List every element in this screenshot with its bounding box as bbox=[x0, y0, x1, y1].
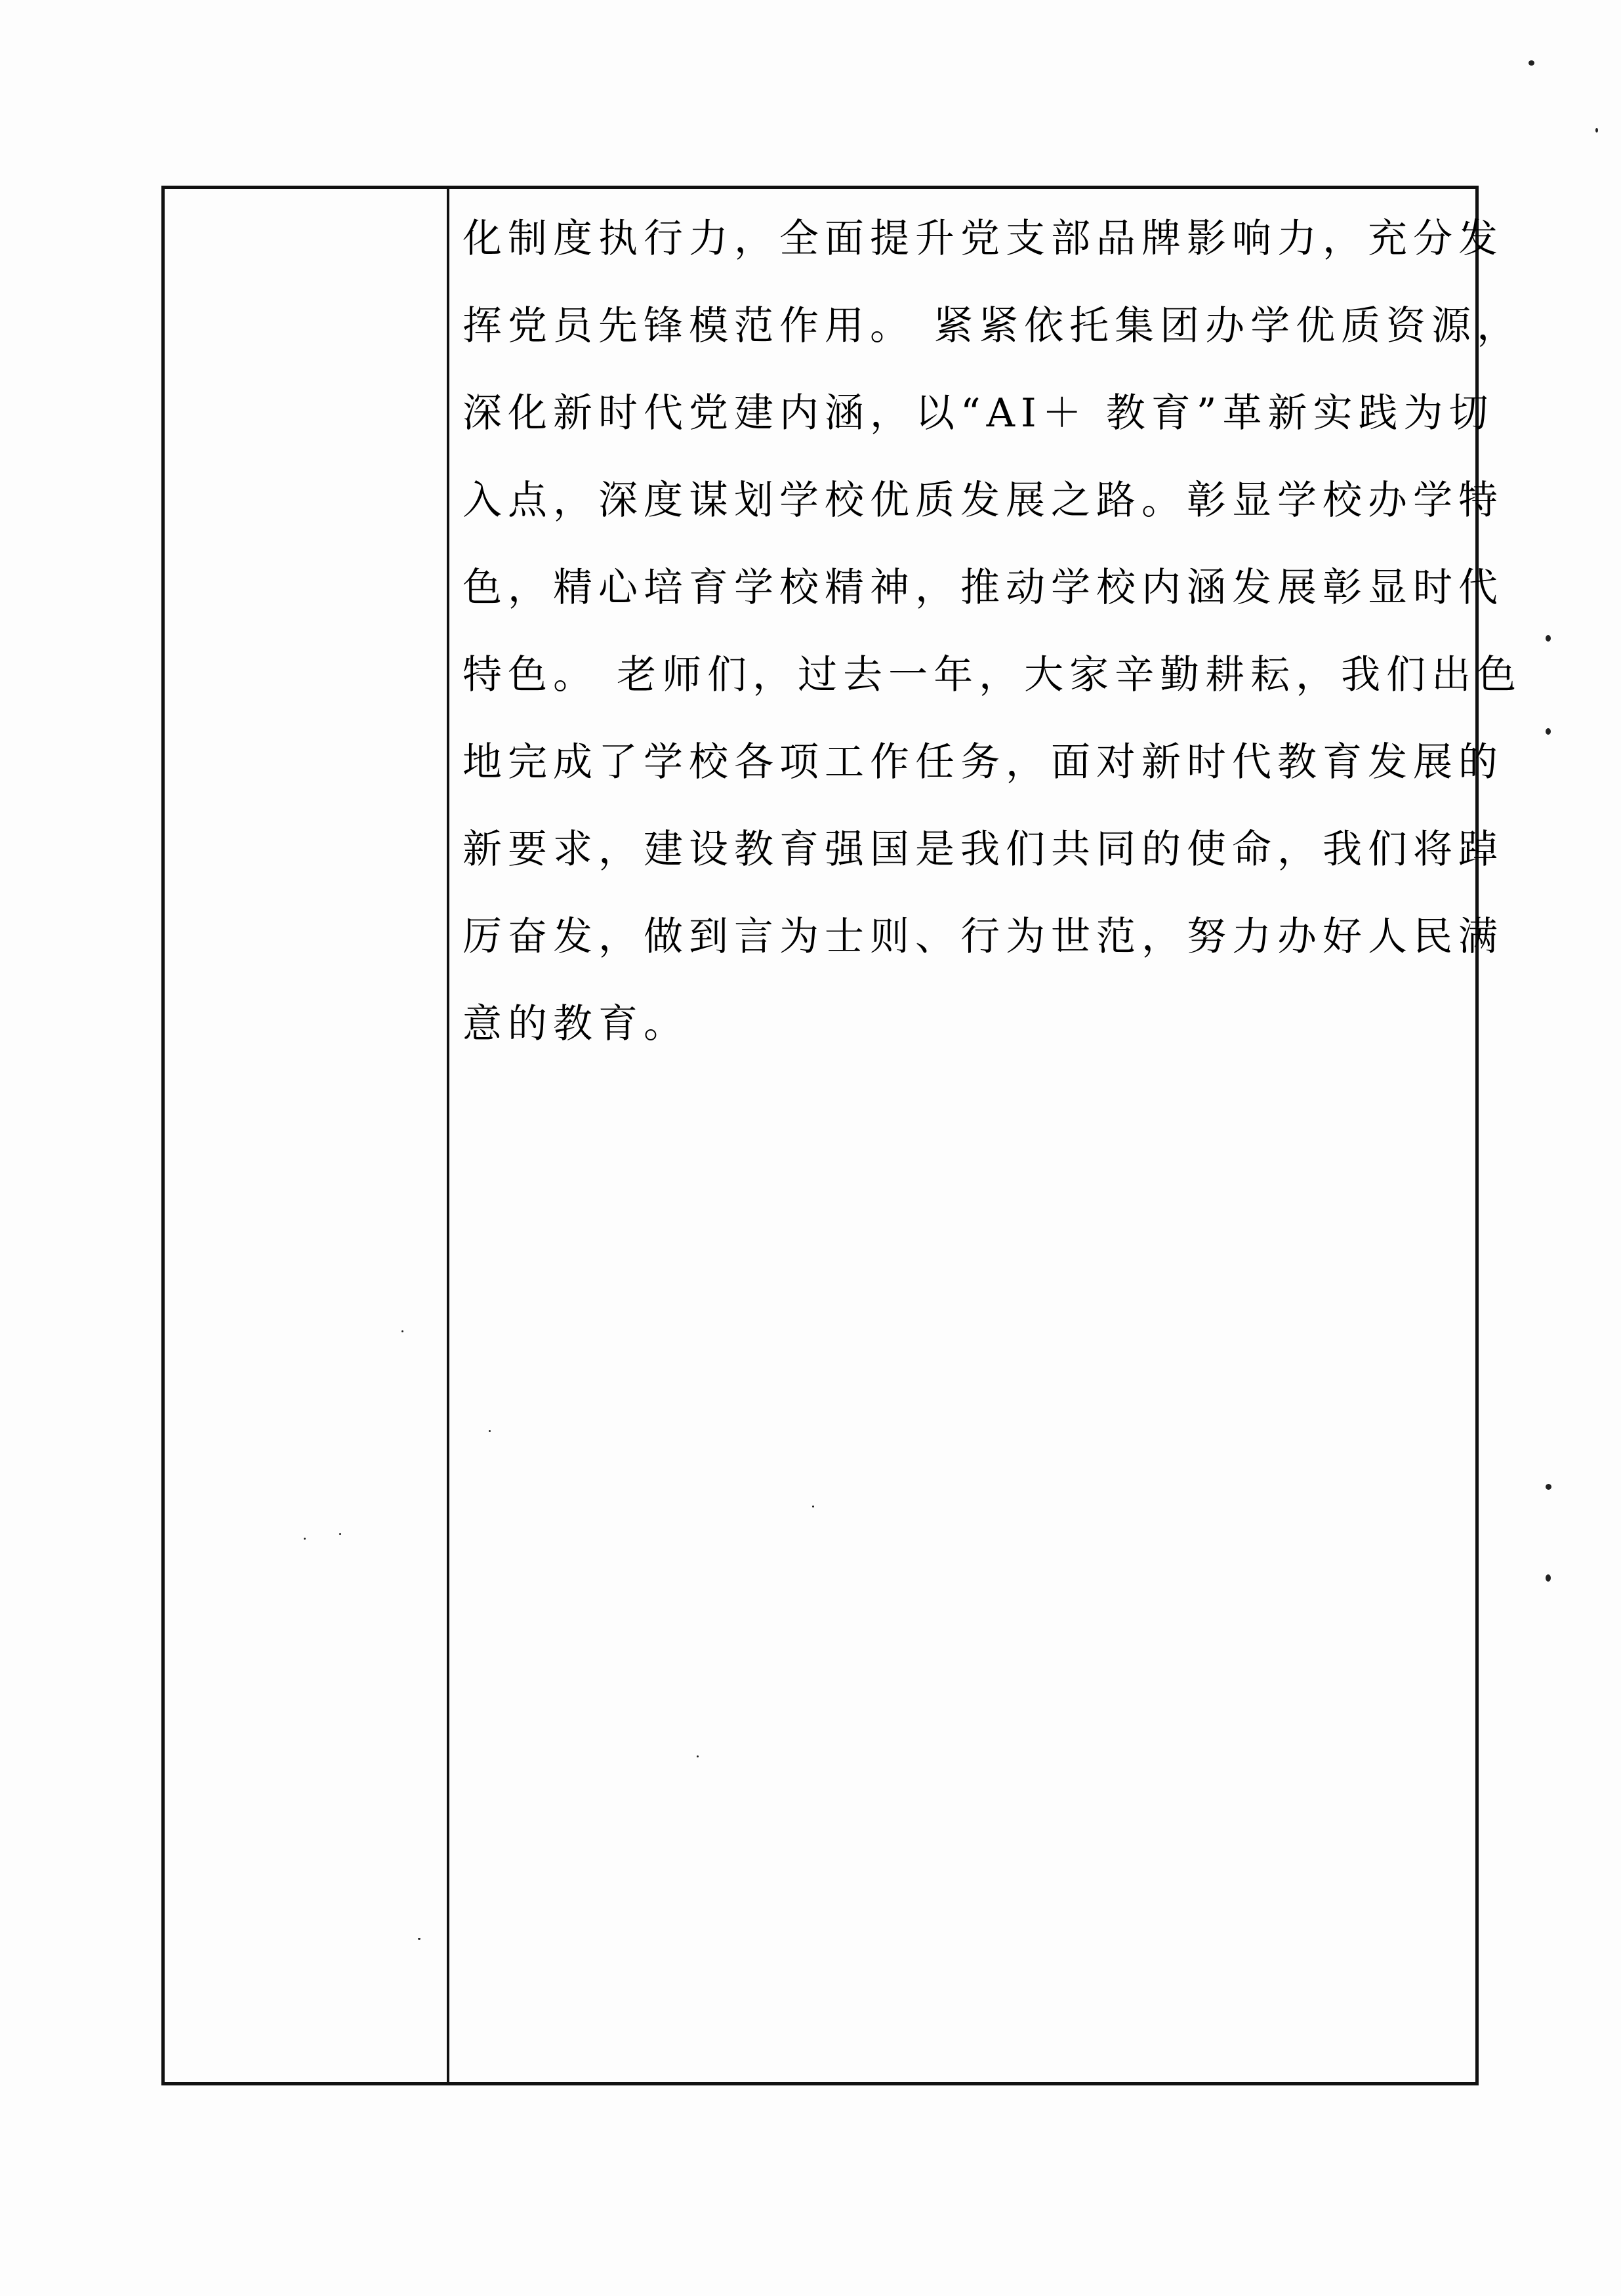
text-line: 入点，深度谋划学校优质发展之路。彰显学校办学特 bbox=[462, 478, 1504, 523]
scan-speck bbox=[339, 1533, 341, 1535]
text-line: 新要求，建设教育强国是我们共同的使命，我们将踔 bbox=[462, 827, 1504, 872]
text-line: 挥党员先锋模范作用。 紧紧依托集团办学优质资源， bbox=[462, 303, 1523, 349]
scan-speck bbox=[1546, 728, 1551, 735]
scan-speck bbox=[1546, 1484, 1551, 1490]
text-line: 地完成了学校各项工作任务，面对新时代教育发展的 bbox=[462, 739, 1504, 785]
text-line: 深化新时代党建内涵，以“AI＋ 教育”革新实践为切 bbox=[462, 390, 1494, 436]
scan-speck bbox=[418, 1938, 421, 1940]
text-line: 化制度执行力，全面提升党支部品牌影响力，充分发 bbox=[462, 216, 1504, 262]
scan-speck bbox=[697, 1755, 699, 1757]
text-line: 意的教育。 bbox=[462, 1001, 689, 1047]
scan-speck bbox=[812, 1506, 814, 1507]
scan-speck bbox=[1546, 1574, 1551, 1582]
text-line: 特色。 老师们，过去一年，大家辛勤耕耘，我们出色 bbox=[462, 652, 1523, 698]
text-line: 厉奋发，做到言为士则、行为世范，努力办好人民满 bbox=[462, 914, 1504, 960]
body-text bbox=[462, 207, 1523, 1080]
scan-speck bbox=[1529, 60, 1534, 66]
scan-speck bbox=[401, 1330, 403, 1332]
scan-speck bbox=[1595, 128, 1598, 133]
scan-speck bbox=[304, 1538, 306, 1540]
label-cell bbox=[165, 189, 449, 2082]
scan-speck bbox=[1546, 635, 1551, 642]
form-table bbox=[161, 186, 1523, 2085]
scan-speck bbox=[489, 1430, 491, 1432]
text-line: 色，精心培育学校精神，推动学校内涵发展彰显时代 bbox=[462, 565, 1504, 611]
content-cell bbox=[449, 189, 1523, 2082]
